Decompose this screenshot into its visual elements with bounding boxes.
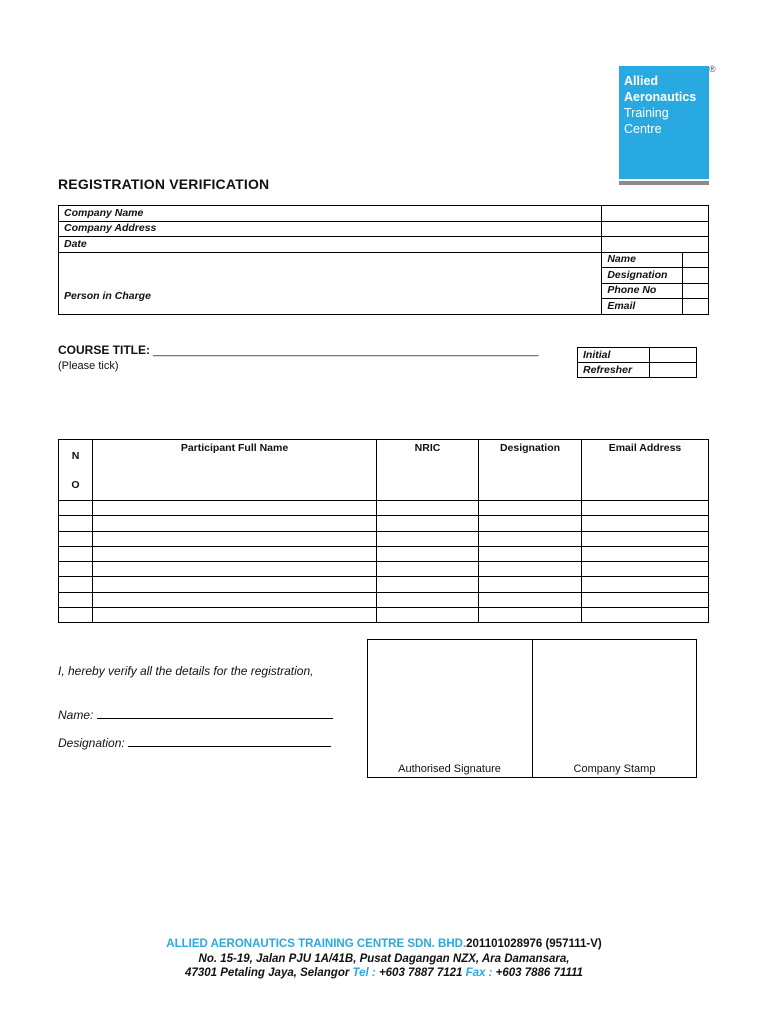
cell[interactable] xyxy=(93,501,377,516)
cell[interactable] xyxy=(479,592,582,607)
cell[interactable] xyxy=(93,608,377,623)
header-no xyxy=(59,440,93,501)
cell[interactable] xyxy=(59,531,93,546)
footer-address2: 47301 Petaling Jaya, Selangor xyxy=(185,967,353,979)
refresher-tick-box[interactable] xyxy=(650,363,697,378)
label-person-in-charge: Person in Charge xyxy=(59,252,602,314)
header-nric: NRIC xyxy=(377,440,479,501)
logo-line-allied: Allied xyxy=(624,74,659,88)
table-row xyxy=(59,592,709,607)
table-row xyxy=(59,562,709,577)
cell[interactable] xyxy=(582,501,709,516)
cell[interactable] xyxy=(93,562,377,577)
label-pic-phone: Phone No xyxy=(602,283,683,299)
verify-designation-line xyxy=(58,735,331,750)
company-info-table xyxy=(58,205,709,315)
company-logo xyxy=(619,66,709,179)
date-field[interactable] xyxy=(602,237,709,253)
cell[interactable] xyxy=(377,608,479,623)
pic-designation-field[interactable] xyxy=(683,268,709,284)
registered-mark: ® xyxy=(709,64,716,74)
verify-designation-field[interactable] xyxy=(128,735,331,747)
table-row xyxy=(59,501,709,516)
cell[interactable] xyxy=(59,501,93,516)
cell[interactable] xyxy=(59,608,93,623)
pic-name-field[interactable] xyxy=(683,252,709,268)
cell[interactable] xyxy=(479,608,582,623)
verify-designation-label: Designation: xyxy=(58,736,125,750)
pic-email-field[interactable] xyxy=(683,299,709,315)
cell[interactable] xyxy=(377,577,479,592)
company-name-field[interactable] xyxy=(602,206,709,222)
footer-company-name: ALLIED AERONAUTICS TRAINING CENTRE SDN. BHD. xyxy=(166,938,467,950)
label-initial: Initial xyxy=(578,348,650,363)
cell[interactable] xyxy=(582,516,709,531)
course-title-label: COURSE TITLE: xyxy=(58,343,150,357)
verify-name-field[interactable] xyxy=(97,707,333,719)
label-pic-email: Email xyxy=(602,299,683,315)
cell[interactable] xyxy=(377,501,479,516)
table-row xyxy=(59,531,709,546)
cell[interactable] xyxy=(582,577,709,592)
cell[interactable] xyxy=(59,577,93,592)
signature-divider xyxy=(532,639,533,778)
label-date: Date xyxy=(59,237,602,253)
cell[interactable] xyxy=(377,592,479,607)
label-company-name: Company Name xyxy=(59,206,602,222)
header-designation: Designation xyxy=(479,440,582,501)
course-tick-note: (Please tick) xyxy=(58,360,119,372)
cell[interactable] xyxy=(582,592,709,607)
header-participant-name: Participant Full Name xyxy=(93,440,377,501)
verify-name-line xyxy=(58,707,333,722)
footer-fax: +603 7886 71111 xyxy=(492,967,583,979)
footer-tel-label: Tel : xyxy=(352,967,376,979)
footer-reg-no: 201101028976 (957111-V) xyxy=(466,938,602,950)
header-email: Email Address xyxy=(582,440,709,501)
pic-phone-field[interactable] xyxy=(683,283,709,299)
cell[interactable] xyxy=(479,531,582,546)
cell[interactable] xyxy=(93,531,377,546)
cell[interactable] xyxy=(93,592,377,607)
cell[interactable] xyxy=(377,546,479,561)
cell[interactable] xyxy=(479,577,582,592)
course-title-line xyxy=(58,343,558,374)
logo-line-training: Training xyxy=(624,106,669,120)
cell[interactable] xyxy=(59,592,93,607)
cell[interactable] xyxy=(582,531,709,546)
cell[interactable] xyxy=(377,516,479,531)
logo-underline-bar xyxy=(619,181,709,185)
cell[interactable] xyxy=(479,546,582,561)
label-refresher: Refresher xyxy=(578,363,650,378)
course-title-blank[interactable]: _______________________________________________________________ xyxy=(153,345,539,357)
cell[interactable] xyxy=(582,608,709,623)
table-row xyxy=(59,577,709,592)
cell[interactable] xyxy=(582,546,709,561)
cell[interactable] xyxy=(93,577,377,592)
cell[interactable] xyxy=(59,562,93,577)
participant-table xyxy=(58,439,709,623)
table-row xyxy=(59,608,709,623)
footer-address-line2 xyxy=(0,966,768,981)
footer-address-line1: No. 15-19, Jalan PJU 1A/41B, Pusat Dagangan NZX, Ara Damansara, xyxy=(198,953,570,965)
verification-statement: I, hereby verify all the details for the registration, xyxy=(58,664,314,678)
cell[interactable] xyxy=(93,516,377,531)
footer-tel: +603 7887 7121 xyxy=(375,967,466,979)
cell[interactable] xyxy=(479,501,582,516)
cell[interactable] xyxy=(582,562,709,577)
label-pic-designation: Designation xyxy=(602,268,683,284)
initial-tick-box[interactable] xyxy=(650,348,697,363)
company-stamp-label: Company Stamp xyxy=(573,763,656,775)
cell[interactable] xyxy=(377,562,479,577)
table-row xyxy=(59,546,709,561)
cell[interactable] xyxy=(59,546,93,561)
label-company-address: Company Address xyxy=(59,221,602,237)
authorised-signature-label: Authorised Signature xyxy=(398,763,501,775)
cell[interactable] xyxy=(377,531,479,546)
header-no-line1: N xyxy=(71,450,80,462)
logo-line-aeronautics: Aeronautics xyxy=(624,90,697,104)
footer-fax-label: Fax : xyxy=(465,967,493,979)
cell[interactable] xyxy=(93,546,377,561)
course-type-table xyxy=(577,347,697,378)
verify-name-label: Name: xyxy=(58,708,94,722)
logo-line-centre: Centre xyxy=(624,122,662,136)
cell[interactable] xyxy=(479,562,582,577)
company-address-field[interactable] xyxy=(602,221,709,237)
cell[interactable] xyxy=(479,516,582,531)
cell[interactable] xyxy=(59,516,93,531)
label-pic-name: Name xyxy=(602,252,683,268)
header-no-line2: O xyxy=(71,479,80,491)
footer-company-line xyxy=(0,937,768,952)
participant-table-header xyxy=(59,440,709,501)
table-row xyxy=(59,516,709,531)
form-title: REGISTRATION VERIFICATION xyxy=(58,176,270,192)
